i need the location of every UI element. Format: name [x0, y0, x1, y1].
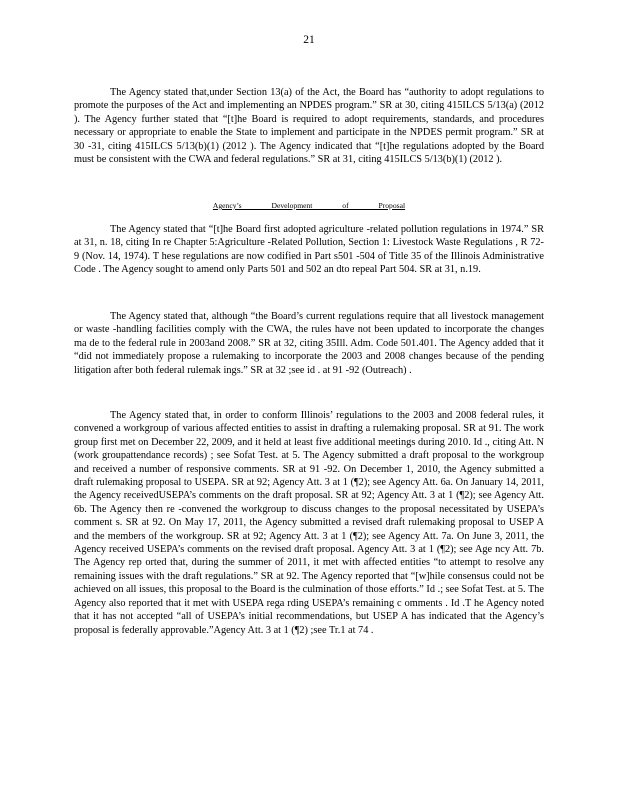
paragraph-text: The Agency stated that, although “the Board’s current regulations require that all livestock management or waste -handling facilities comply with the CWA, the rules have not been updated to incorporate the changes ma de to the federal rule in 2003and 2008.” SR at 32, citing 35Ill. Adm. Code 501.401. The Agency added that it “did not immediately propose a rulemaking to incorporate the 2003 and 2008 changes because of the pending litigation after both federal rulemak ings.” SR at 32 ;see id . at 91 -92 (Outreach) . [74, 311, 544, 376]
paragraph-text: The Agency stated that “[t]he Board first adopted agriculture -related pollution regulations in 1974.” SR at 31, n. 18, citing In re Chapter 5:Agriculture -Related Pollution, Section 1: Livestock Waste Regulations , R 72-9 (Nov. 14, 1974). T hese regulations are now codified in Part s501 -504 of Title 35 of the Illinois Administrative Code . The Agency sought to amend only Parts 501 and 502 an dto repeal Part 504. SR at 31, n.19. [74, 224, 544, 276]
paragraph-current-regulations [74, 310, 544, 377]
paragraph-text: The Agency stated that, in order to conform Illinois’ regulations to the 2003 and 2008 federal rules, it convened a workgroup of various affected entities to assist in drafting a rulemaking proposal. SR at 91. The work group first met on December 22, 2009, and it held at least five additional meetings during 2010. Id ., citing Att. N (work groupattendance records) ; see Sofat Test. at 5. The Agency submitted a draft proposal to the workgroup and received a number of responsive comments. SR at 91 -92. On December 1, 2010, the Agency submitted a draft rulemaking proposal to USEPA. SR at 92; Agency Att. 3 at 1 (¶2); see Agency Att. 6a. On January 14, 2011, the Agency receivedUSEPA’s comments on the draft proposal. SR at 92; Agency Att. 3 at 1 (¶2); see Agency Att. 6b. The Agency then re -convened the workgroup to discuss changes to the proposal necessitated by USEPA’s comment s. SR at 92. On May 17, 2011, the Agency submitted a revised draft rulemaking proposal to USEP A and the members of the workgroup. SR at 92; Agency Att. 3 at 1 (¶2); see Agency Att. 7a. On June 3, 2011, the Agency received USEPA’s comments on the revised draft proposal. Agency Att. 3 at 1 (¶2); see Age ncy Att. 7b. The Agency rep orted that, during the summer of 2011, it met with affected entities “to attempt to resolve any remaining issues with the draft regulations.” SR at 92. The Agency reported that “[w]hile consensus could not be achieved on all issues, this proposal to the Board is the culmination of those efforts.” Id .; see Sofat Test. at 5. The Agency also reported that it met with USEPA rega rding USEPA’s remaining c omments . Id .T he Agency noted that it has not accepted “all of USEPA’s initial recommendations, but USEP A has indicated that the Agency’s proposal is federally approvable.”Agency Att. 3 at 1 (¶2) ;see Tr.1 at 74 . [74, 410, 544, 636]
paragraph-history [74, 223, 544, 277]
page-number: 21 [303, 34, 315, 46]
paragraph-workgroup [74, 409, 544, 637]
section-heading: Agency’s Development of Proposal [212, 201, 406, 210]
paragraph-authority [74, 86, 544, 166]
paragraph-text: The Agency stated that,under Section 13(a) of the Act, the Board has “authority to adopt regulations to promote the purposes of the Act and implementing an NPDES program.” SR at 30, citing 415ILCS 5/13(a) (2012 ). The Agency further stated that “[t]he Board is required to adopt requirements, standards, and procedures necessary or appropriate to enable the State to implement and participate in the NPDES permit program.” SR at 30 -31, citing 415ILCS 5/13(b)(1) (2012 ). The Agency indicated that “[t]he regulations adopted by the Board must be consistent with the CWA and federal regulations.” SR at 31, citing 415ILCS 5/13(b)(1) (2012 ). [74, 87, 544, 166]
